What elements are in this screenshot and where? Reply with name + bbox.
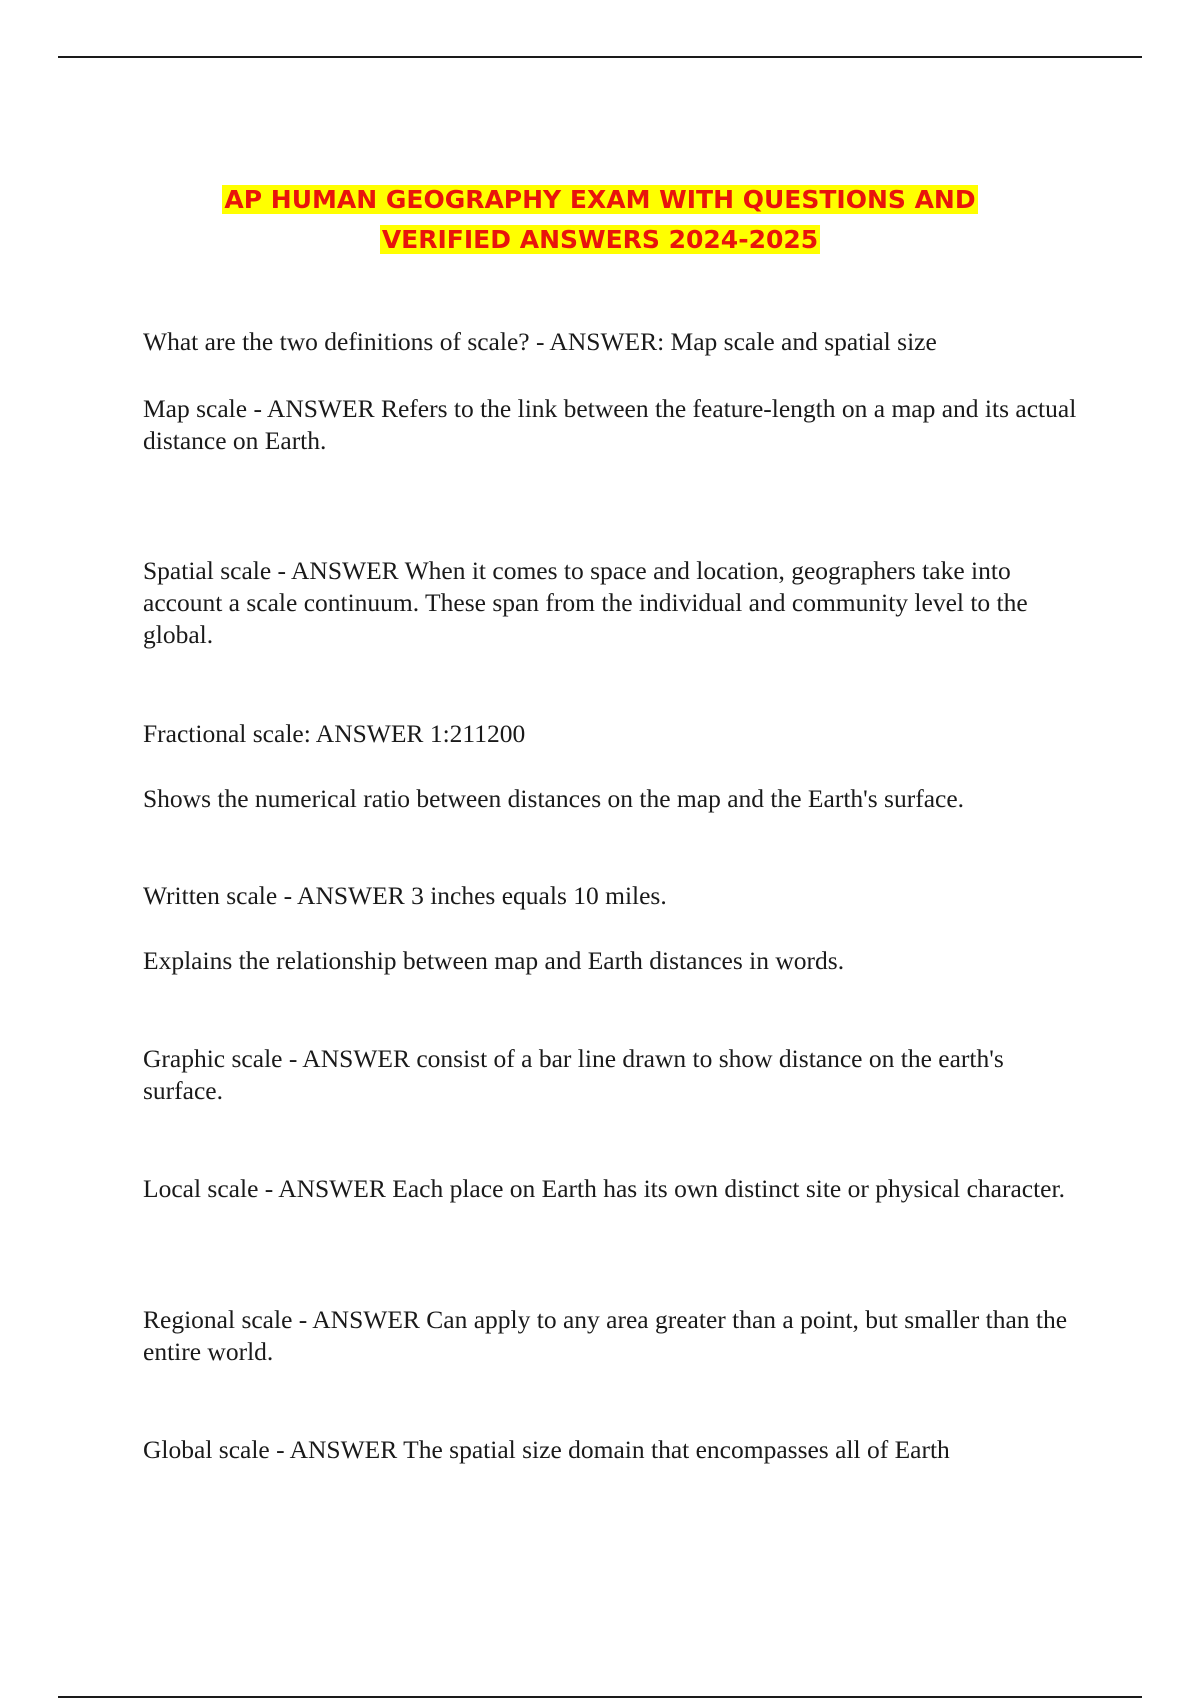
qa-entry-global-scale: Global scale - ANSWER The spatial size domain that encompasses all of Earth: [143, 1435, 950, 1464]
document-title: [0, 180, 1200, 260]
top-rule: [58, 56, 1142, 58]
qa-entry-map-scale: Map scale - ANSWER Refers to the link between the feature-length on a map and its actual distance on Earth.: [143, 394, 1077, 455]
qa-entry-written-scale: Written scale - ANSWER 3 inches equals 10 miles.: [143, 881, 667, 910]
qa-entry-regional-scale: Regional scale - ANSWER Can apply to any area greater than a point, but smaller than the entire world.: [143, 1305, 1068, 1366]
title-line-2: VERIFIED ANSWERS 2024-2025: [381, 225, 819, 254]
qa-entry-spatial-scale: Spatial scale - ANSWER When it comes to space and location, geographers take into account a scale continuum. These span from the individual and community level to the global.: [143, 556, 1028, 649]
qa-entry-scale-definitions: What are the two definitions of scale? - ANSWER: Map scale and spatial size: [143, 327, 937, 356]
title-line-1: AP HUMAN GEOGRAPHY EXAM WITH QUESTIONS AND: [224, 185, 976, 214]
qa-entry-local-scale: Local scale - ANSWER Each place on Earth has its own distinct site or physical character.: [143, 1174, 1065, 1203]
bottom-rule: [58, 1696, 1142, 1698]
qa-entry-written-explanation: Explains the relationship between map and Earth distances in words.: [143, 946, 845, 975]
qa-entry-fractional-explanation: Shows the numerical ratio between distances on the map and the Earth's surface.: [143, 784, 965, 813]
qa-entry-graphic-scale: Graphic scale - ANSWER consist of a bar line drawn to show distance on the earth's surface.: [143, 1044, 1004, 1105]
qa-entry-fractional-scale: Fractional scale: ANSWER 1:211200: [143, 719, 526, 748]
